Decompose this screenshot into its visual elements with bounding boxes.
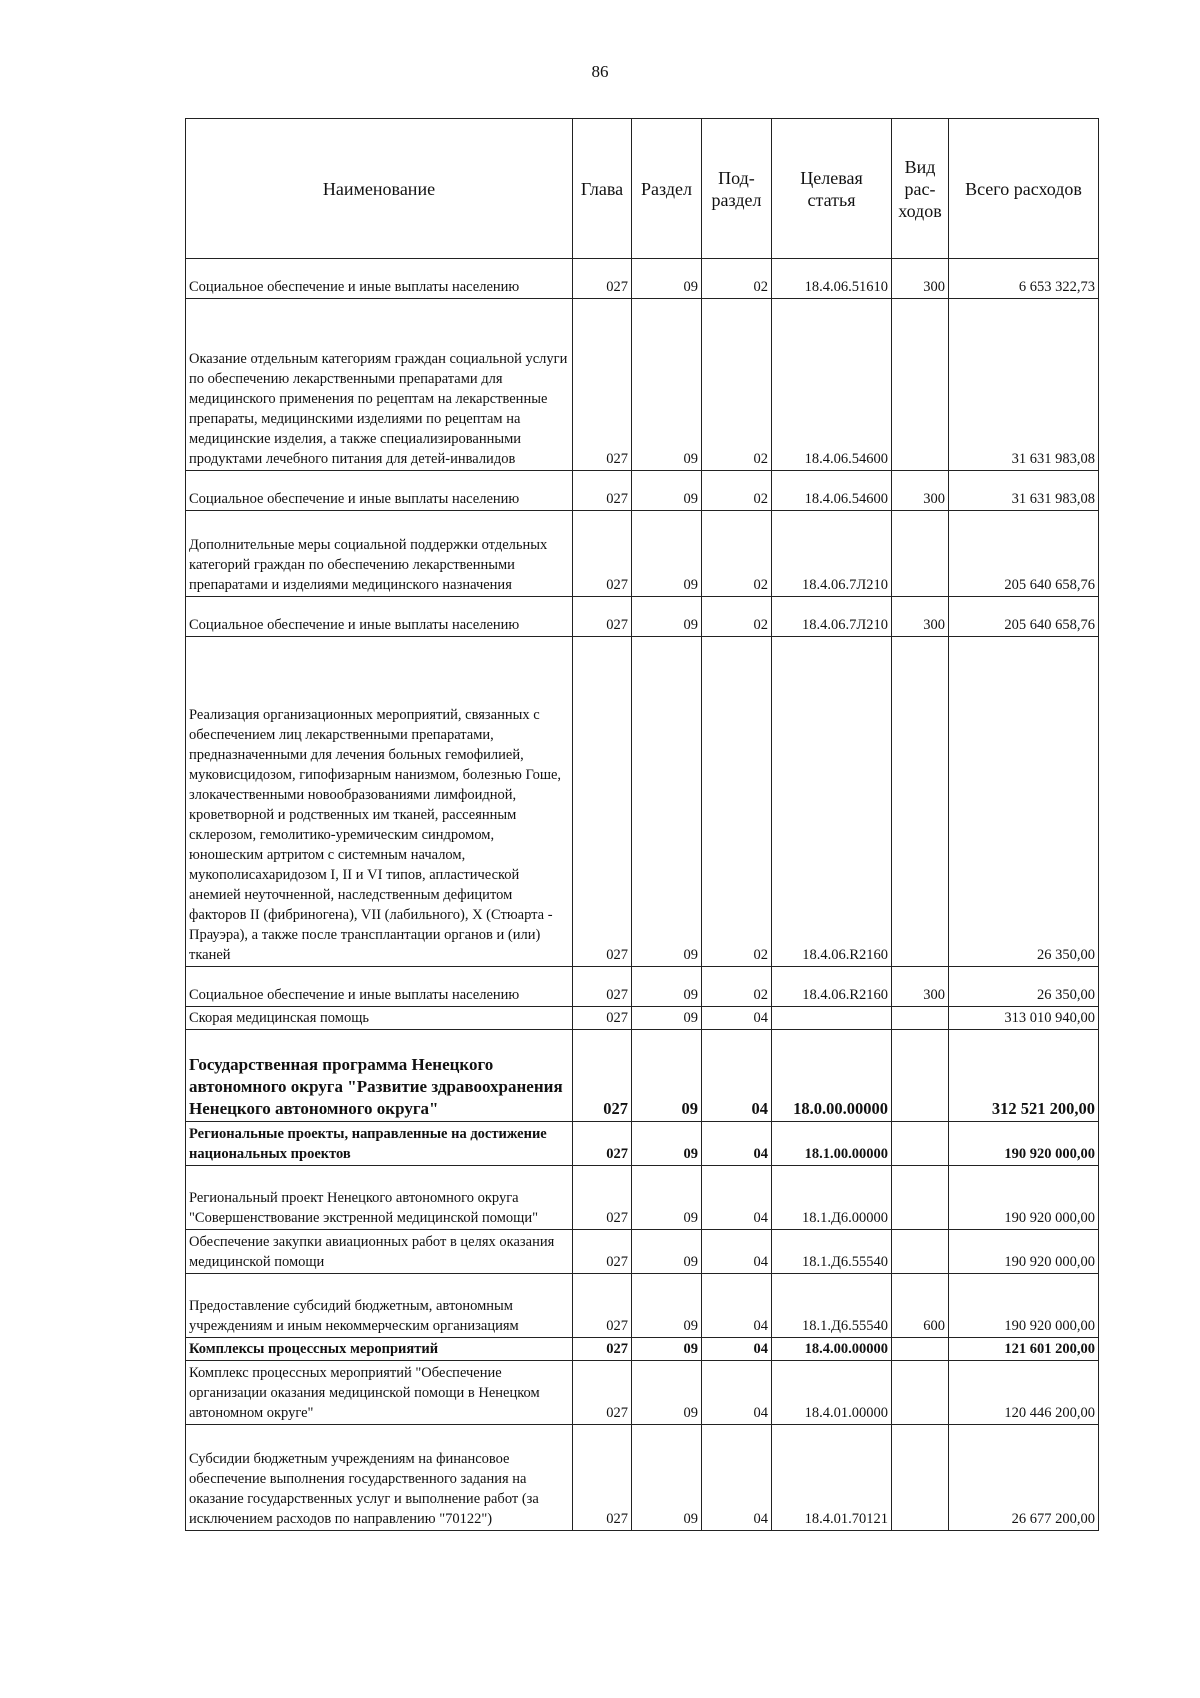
- row-chapter: 027: [573, 511, 632, 597]
- row-subsection: 02: [702, 637, 772, 967]
- row-total: 190 920 000,00: [949, 1230, 1099, 1274]
- row-total: 26 350,00: [949, 967, 1099, 1007]
- row-target: 18.4.06.7Л210: [772, 511, 892, 597]
- row-total: 6 653 322,73: [949, 259, 1099, 299]
- row-name: Государственная программа Ненецкого автономного округа "Развитие здравоохранения Ненецкого автономного округа": [186, 1030, 573, 1122]
- row-target: 18.4.06.54600: [772, 299, 892, 471]
- row-subsection: 04: [702, 1274, 772, 1338]
- row-target: 18.4.00.00000: [772, 1338, 892, 1361]
- header-target: Целевая статья: [772, 119, 892, 259]
- header-type: Вид рас-ходов: [892, 119, 949, 259]
- row-section: 09: [632, 1030, 702, 1122]
- row-type: [892, 1425, 949, 1531]
- row-target: 18.4.01.70121: [772, 1425, 892, 1531]
- row-type: [892, 1030, 949, 1122]
- row-type: [892, 1361, 949, 1425]
- row-name: Субсидии бюджетным учреждениям на финансовое обеспечение выполнения государственного задания на оказание государственных услуг и выполнение работ (за исключением расходов по направлению "70122"): [186, 1425, 573, 1531]
- row-section: 09: [632, 471, 702, 511]
- table-row: [186, 1361, 1099, 1425]
- row-target: 18.1.Д6.00000: [772, 1166, 892, 1230]
- row-target: 18.4.01.00000: [772, 1361, 892, 1425]
- table-row: [186, 597, 1099, 637]
- row-section: 09: [632, 1166, 702, 1230]
- row-name: Региональный проект Ненецкого автономного округа "Совершенствование экстренной медицинской помощи": [186, 1166, 573, 1230]
- row-target: 18.0.00.00000: [772, 1030, 892, 1122]
- expenditure-table: [185, 118, 1099, 1531]
- row-subsection: 04: [702, 1122, 772, 1166]
- row-chapter: 027: [573, 1361, 632, 1425]
- row-section: 09: [632, 1361, 702, 1425]
- row-chapter: 027: [573, 637, 632, 967]
- row-target: 18.4.06.51610: [772, 259, 892, 299]
- row-name: Комплекс процессных мероприятий "Обеспечение организации оказания медицинской помощи в Ненецком автономном округе": [186, 1361, 573, 1425]
- row-type: [892, 1007, 949, 1030]
- row-chapter: 027: [573, 1166, 632, 1230]
- row-name: Социальное обеспечение и иные выплаты населению: [186, 597, 573, 637]
- row-subsection: 02: [702, 299, 772, 471]
- row-total: 121 601 200,00: [949, 1338, 1099, 1361]
- row-subsection: 04: [702, 1166, 772, 1230]
- row-section: 09: [632, 637, 702, 967]
- row-type: 300: [892, 597, 949, 637]
- row-type: [892, 1338, 949, 1361]
- row-type: [892, 1122, 949, 1166]
- row-target: 18.4.06.7Л210: [772, 597, 892, 637]
- row-subsection: 04: [702, 1361, 772, 1425]
- row-subsection: 04: [702, 1007, 772, 1030]
- table-row: [186, 299, 1099, 471]
- row-chapter: 027: [573, 259, 632, 299]
- row-chapter: 027: [573, 597, 632, 637]
- header-name: Наименование: [186, 119, 573, 259]
- row-section: 09: [632, 1122, 702, 1166]
- row-total: 26 677 200,00: [949, 1425, 1099, 1531]
- row-subsection: 04: [702, 1338, 772, 1361]
- header-total: Всего расходов: [949, 119, 1099, 259]
- table-row: [186, 1425, 1099, 1531]
- row-type: 300: [892, 471, 949, 511]
- header-row: [186, 119, 1099, 259]
- row-type: [892, 1230, 949, 1274]
- row-chapter: 027: [573, 1230, 632, 1274]
- header-section: Раздел: [632, 119, 702, 259]
- row-section: 09: [632, 1007, 702, 1030]
- row-type: 300: [892, 967, 949, 1007]
- row-subsection: 02: [702, 511, 772, 597]
- row-type: [892, 511, 949, 597]
- row-subsection: 04: [702, 1425, 772, 1531]
- row-chapter: 027: [573, 1338, 632, 1361]
- row-chapter: 027: [573, 1007, 632, 1030]
- row-section: 09: [632, 1274, 702, 1338]
- table-row: [186, 471, 1099, 511]
- row-target: [772, 1007, 892, 1030]
- row-type: [892, 637, 949, 967]
- row-total: 26 350,00: [949, 637, 1099, 967]
- row-total: 31 631 983,08: [949, 471, 1099, 511]
- table-row: [186, 637, 1099, 967]
- row-total: 313 010 940,00: [949, 1007, 1099, 1030]
- row-name: Оказание отдельным категориям граждан социальной услуги по обеспечению лекарственными препаратами для медицинского применения по рецептам на лекарственные препараты, медицинскими изделиями по рецептам на медицинские изделия, а также специализированными продуктами лечебного питания для детей-инвалидов: [186, 299, 573, 471]
- row-target: 18.4.06.R2160: [772, 637, 892, 967]
- row-target: 18.1.00.00000: [772, 1122, 892, 1166]
- row-target: 18.1.Д6.55540: [772, 1274, 892, 1338]
- row-subsection: 04: [702, 1230, 772, 1274]
- row-name: Предоставление субсидий бюджетным, автономным учреждениям и иным некоммерческим организациям: [186, 1274, 573, 1338]
- row-subsection: 02: [702, 967, 772, 1007]
- table-row: [186, 1338, 1099, 1361]
- row-total: 205 640 658,76: [949, 511, 1099, 597]
- table-row: [186, 511, 1099, 597]
- row-section: 09: [632, 1338, 702, 1361]
- row-chapter: 027: [573, 471, 632, 511]
- row-section: 09: [632, 1425, 702, 1531]
- row-name: Комплексы процессных мероприятий: [186, 1338, 573, 1361]
- row-name: Скорая медицинская помощь: [186, 1007, 573, 1030]
- row-type: [892, 299, 949, 471]
- row-chapter: 027: [573, 967, 632, 1007]
- row-chapter: 027: [573, 1425, 632, 1531]
- row-chapter: 027: [573, 299, 632, 471]
- row-type: 300: [892, 259, 949, 299]
- row-target: 18.4.06.R2160: [772, 967, 892, 1007]
- row-section: 09: [632, 1230, 702, 1274]
- table-row: [186, 1122, 1099, 1166]
- table-row: [186, 1274, 1099, 1338]
- row-section: 09: [632, 597, 702, 637]
- row-total: 190 920 000,00: [949, 1122, 1099, 1166]
- row-name: Социальное обеспечение и иные выплаты населению: [186, 471, 573, 511]
- table-row: [186, 259, 1099, 299]
- row-section: 09: [632, 299, 702, 471]
- row-subsection: 04: [702, 1030, 772, 1122]
- row-target: 18.4.06.54600: [772, 471, 892, 511]
- row-name: Социальное обеспечение и иные выплаты населению: [186, 259, 573, 299]
- table-row: [186, 1007, 1099, 1030]
- page-number: 86: [591, 62, 609, 81]
- row-target: 18.1.Д6.55540: [772, 1230, 892, 1274]
- row-total: 120 446 200,00: [949, 1361, 1099, 1425]
- row-total: 190 920 000,00: [949, 1274, 1099, 1338]
- row-name: Обеспечение закупки авиационных работ в целях оказания медицинской помощи: [186, 1230, 573, 1274]
- row-subsection: 02: [702, 259, 772, 299]
- row-name: Региональные проекты, направленные на достижение национальных проектов: [186, 1122, 573, 1166]
- row-total: 312 521 200,00: [949, 1030, 1099, 1122]
- row-total: 190 920 000,00: [949, 1166, 1099, 1230]
- row-total: 205 640 658,76: [949, 597, 1099, 637]
- table-row-program: [186, 1030, 1099, 1122]
- row-chapter: 027: [573, 1274, 632, 1338]
- row-chapter: 027: [573, 1122, 632, 1166]
- row-subsection: 02: [702, 471, 772, 511]
- row-section: 09: [632, 967, 702, 1007]
- table-row: [186, 1230, 1099, 1274]
- row-section: 09: [632, 259, 702, 299]
- row-type: [892, 1166, 949, 1230]
- row-chapter: 027: [573, 1030, 632, 1122]
- table-row: [186, 1166, 1099, 1230]
- row-section: 09: [632, 511, 702, 597]
- header-subsection: Под-раздел: [702, 119, 772, 259]
- row-total: 31 631 983,08: [949, 299, 1099, 471]
- table-row: [186, 967, 1099, 1007]
- row-name: Социальное обеспечение и иные выплаты населению: [186, 967, 573, 1007]
- row-name: Дополнительные меры социальной поддержки отдельных категорий граждан по обеспечению лекарственными препаратами и изделиями медицинского назначения: [186, 511, 573, 597]
- row-name: Реализация организационных мероприятий, связанных с обеспечением лиц лекарственными препаратами, предназначенными для лечения больных гемофилией, муковисцидозом, гипофизарным нанизмом, болезнью Гоше, злокачественными новообразованиями лимфоидной, кроветворной и родственных им тканей, рассеянным склерозом, гемолитико-уремическим синдромом, юношеским артритом с системным началом, мукополисахаридозом I, II и VI типов, апластической анемией неуточненной, наследственным дефицитом факторов II (фибриногена), VII (лабильного), X (Стюарта - Прауэра), а также после трансплантации органов и (или) тканей: [186, 637, 573, 967]
- row-subsection: 02: [702, 597, 772, 637]
- header-chapter: Глава: [573, 119, 632, 259]
- row-type: 600: [892, 1274, 949, 1338]
